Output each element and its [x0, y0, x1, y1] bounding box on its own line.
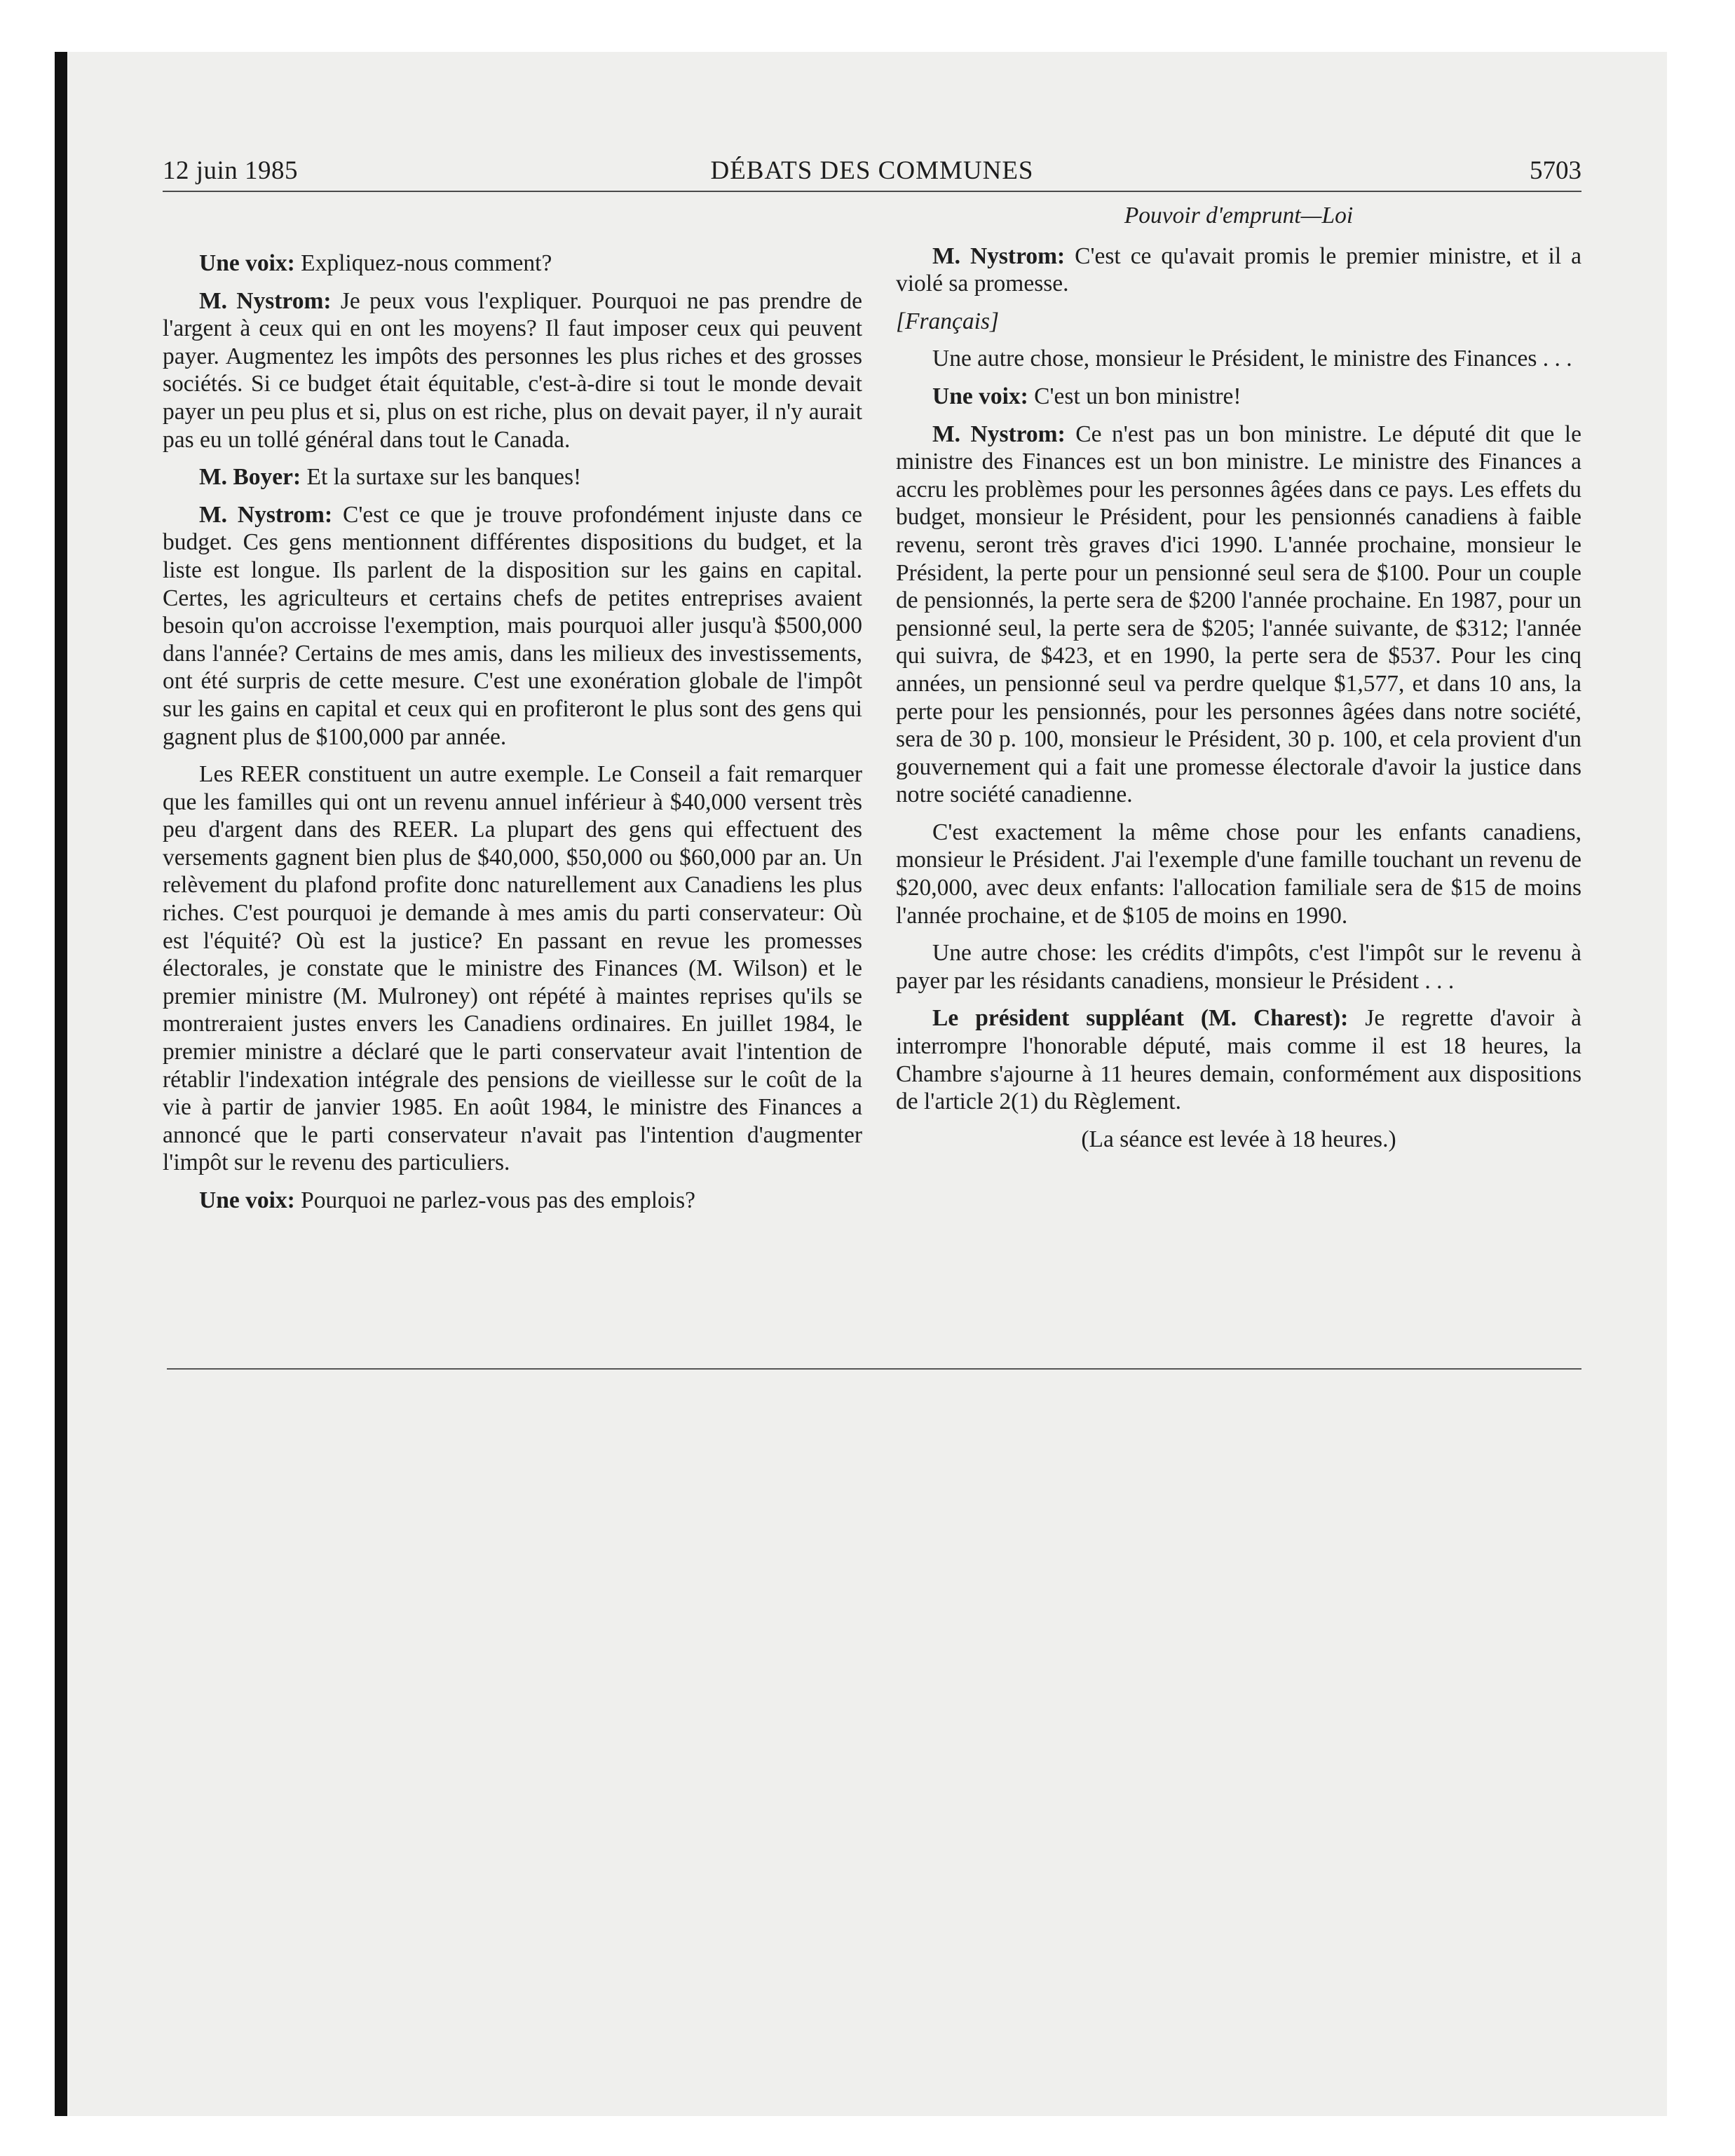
language-tag: [Français]: [896, 308, 1000, 334]
speaker-name: Le président suppléant (M. Charest):: [932, 1005, 1349, 1032]
speaker-name: M. Nystrom:: [932, 243, 1066, 269]
end-rule: [167, 1368, 1581, 1370]
paragraph-text: Les REER constituent un autre exemple. Le Conseil a fait remarquer que les familles qui ont un revenu annuel inférieur à $40,000 versent très peu d'argent dans des REER. La plupart des gens qui effectuent des versements gagnent bien plus de $40,000, $50,000 ou $60,000 par an. Un relèvement du plafond profite donc naturellement aux Canadiens les plus riches. C'est pourquoi je demande à mes amis du parti conservateur: Où est l'équité? Où est la justice? En passant en revue les promesses électorales, je constate que le ministre des Finances (M. Wilson) et le premier ministre (M. Mulroney) ont répété à maintes reprises qu'ils se montreraient justes envers les Canadiens ordinaires. En juillet 1984, le premier ministre a déclaré que le parti conservateur avait l'intention de rétablir l'indexation intégrale des pensions de vieillesse sur le coût de la vie à partir de janvier 1985. En août 1984, le ministre des Finances a annoncé que le parti conservateur n'avait pas l'intention d'augmenter l'impôt sur le revenu des particuliers.: [163, 761, 862, 1176]
paragraph-text: Une autre chose: les crédits d'impôts, c'est l'impôt sur le revenu à payer par les résidants canadiens, monsieur le Président . . .: [896, 940, 1581, 994]
paragraph: [163, 287, 862, 454]
paragraph: [163, 760, 862, 1177]
speaker-name: M. Nystrom:: [932, 421, 1066, 447]
speaker-name: M. Nystrom:: [199, 501, 333, 528]
right-column: [896, 202, 1581, 1163]
paragraph-text: Et la surtaxe sur les banques!: [301, 464, 582, 491]
paragraph: [163, 501, 862, 751]
speaker-name: M. Boyer:: [199, 464, 301, 491]
paragraph: [163, 463, 862, 491]
speaker-name: Une voix:: [199, 250, 295, 276]
header-page-number: 5703: [1530, 156, 1581, 185]
paragraph: [896, 819, 1581, 929]
speaker-name: M. Nystrom:: [199, 287, 332, 314]
paragraph-text: Ce n'est pas un bon ministre. Le député dit que le ministre des Finances est un bon ministre. Le ministre des Finances a accru les problèmes pour les personnes âgées dans ce pays. Les effets du budget, monsieur le Président, pour les pensionnés canadiens à faible revenu, seront très graves d'ici 1990. L'année prochaine, monsieur le Président, la perte pour un pensionné seul sera de $100. Pour un couple de pensionnés, la perte sera de $200 l'année prochaine. En 1987, pour un pensionné seul, la perte sera de $205; l'année suivante, de $312; l'année qui suivra, de $423, et en 1990, la perte sera de $537. Pour les cinq années, un pensionné seul va perdre quelque $1,577, et dans 10 ans, la perte pour les pensionnés, pour les personnes âgées dans notre société, sera de 30 p. 100, monsieur le Président, 30 p. 100, et cela provient d'un gouvernement qui a fait une promesse électorale d'avoir la justice dans notre société canadienne.: [896, 421, 1581, 808]
paragraph: [896, 939, 1581, 995]
paragraph-text: Je peux vous l'expliquer. Pourquoi ne pas prendre de l'argent à ceux qui en ont les moyens? Il faut imposer ceux qui peuvent payer. Augmentez les impôts des personnes les plus riches et des grosses sociétés. Si ce budget était équitable, c'est-à-dire si tout le monde devait payer un peu plus et si, plus on est riche, plus on devait payer, il n'y aurait pas eu un tollé général dans tout le Canada.: [163, 287, 862, 453]
paragraph: [896, 421, 1581, 809]
paragraph-text: C'est ce que je trouve profondément injuste dans ce budget. Ces gens mentionnent différentes dispositions du budget, et la liste est longue. Ils parlent de la disposition sur les gains en capital. Certes, les agriculteurs et certains chefs de petites entreprises avaient besoin qu'on accroisse l'exemption, mais pourquoi aller jusqu'à $500,000 dans l'année? Certains de mes amis, dans les milieux des investissements, ont été surpris de cette mesure. C'est une exonération globale de l'impôt sur les gains en capital et ceux qui en profiteront le plus sont des gens qui gagnent plus de $100,000 par année.: [163, 501, 862, 750]
paragraph: [896, 243, 1581, 298]
running-title: Pouvoir d'emprunt—Loi: [1124, 203, 1354, 228]
page-header: [163, 156, 1581, 192]
closing-statement: (La séance est levée à 18 heures.): [1081, 1126, 1396, 1152]
paragraph: [896, 383, 1581, 411]
paragraph-text: C'est un bon ministre!: [1028, 383, 1241, 409]
left-column: [163, 250, 862, 1224]
paragraph-text: C'est ce qu'avait promis le premier ministre, et il a violé sa promesse.: [896, 243, 1581, 297]
paragraph-text: Pourquoi ne parlez-vous pas des emplois?: [294, 1187, 696, 1213]
paragraph-text: Je regrette d'avoir à interrompre l'honorable député, mais comme il est 18 heures, la Chambre s'ajourne à 11 heures demain, conformément aux dispositions de l'article 2(1) du Règlement.: [896, 1005, 1581, 1115]
header-date: 12 juin 1985: [163, 156, 299, 185]
header-title: DÉBATS DES COMMUNES: [710, 156, 1034, 185]
paragraph: [896, 1004, 1581, 1115]
speaker-name: Une voix:: [199, 1187, 295, 1213]
paragraph: [163, 1187, 862, 1215]
paragraph-text: Expliquez-nous comment?: [294, 250, 552, 276]
paragraph-text: C'est exactement la même chose pour les enfants canadiens, monsieur le Président. J'ai l'exemple d'une famille touchant un revenu de $20,000, avec deux enfants: l'allocation familiale sera de $15 de moins l'année prochaine, et de $105 de moins en 1990.: [896, 819, 1581, 929]
speaker-name: Une voix:: [932, 383, 1028, 409]
paragraph: [163, 250, 862, 278]
paragraph: [896, 345, 1581, 373]
paragraph-text: Une autre chose, monsieur le Président, le ministre des Finances . . .: [932, 346, 1572, 372]
